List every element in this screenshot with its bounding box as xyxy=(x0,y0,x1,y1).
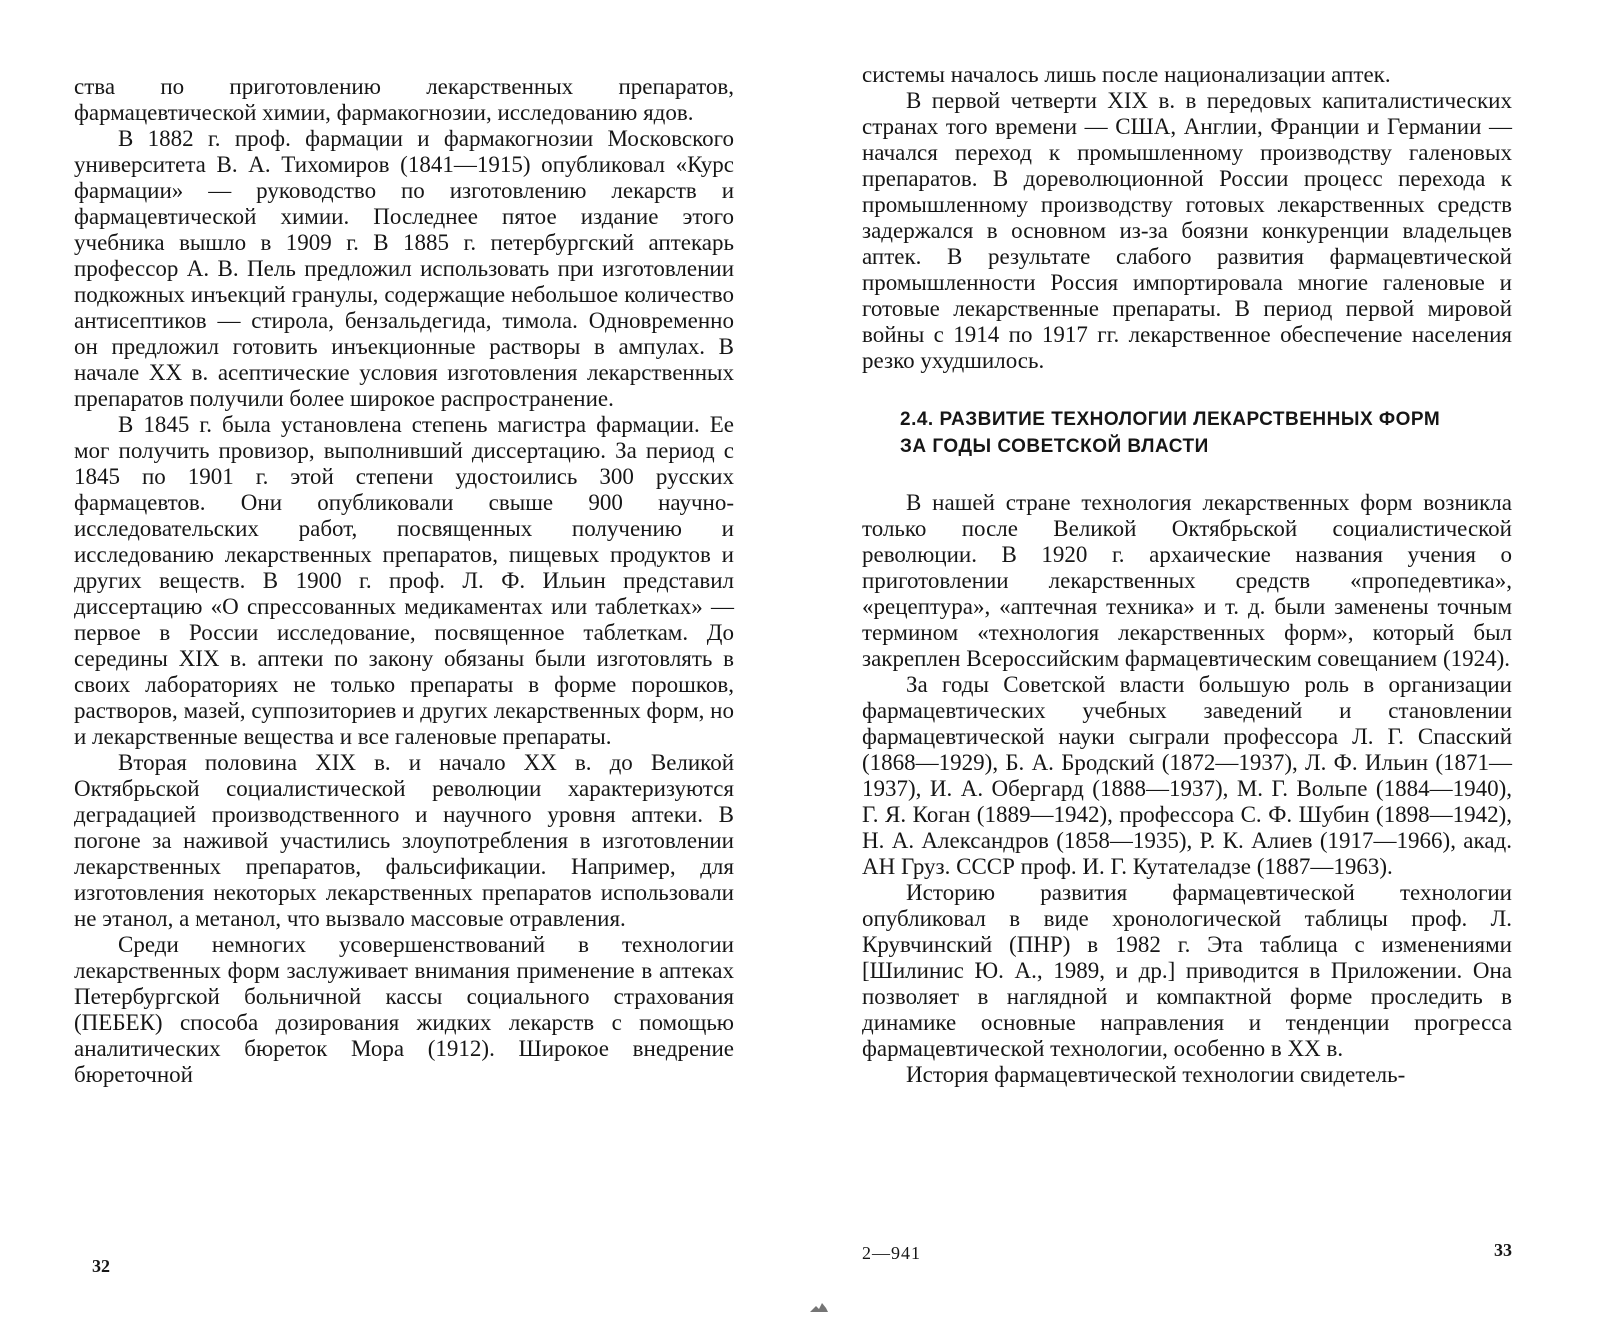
scan-speck-icon xyxy=(808,1300,830,1314)
section-heading xyxy=(862,406,1512,460)
right-text-column xyxy=(862,62,1512,1088)
right-paragraph-1: системы началось лишь после национализации аптек. xyxy=(862,62,1391,87)
right-paragraph-6: История фармацевтической технологии свидетель- xyxy=(906,1062,1406,1087)
right-paragraph-5: Историю развития фармацевтической технологии опубликовал в виде хронологической таблицы проф. Л. Крувчинский (ПНР) в 1982 г. Эта таблица с изменениями [Шилинис Ю. А., 1989, и др.] приводится в Приложении. Она позволяет в наглядной и компактной форме проследить в динамике основные направления и тенденции прогресса фармацевтической технологии, особенно в XX в. xyxy=(862,880,1512,1061)
left-paragraph-1: ства по приготовлению лекарственных препаратов, фармацевтической химии, фармакогнозии, исследованию ядов. xyxy=(74,74,734,125)
left-paragraph-3: В 1845 г. была установлена степень магистра фармации. Ее мог получить провизор, выполнивший диссертацию. За период с 1845 по 1901 г. этой степени удостоились 300 русских фармацевтов. Они опубликовали свыше 900 научно-исследовательских работ, посвященных получению и исследованию лекарственных препаратов, пищевых продуктов и других веществ. В 1900 г. проф. Л. Ф. Ильин представил диссертацию «О спрессованных медикаментах или таблетках» — первое в России исследование, посвященное таблеткам. До середины XIX в. аптеки по закону обязаны были изготовлять в своих лабораториях не только препараты в форме порошков, растворов, мазей, суппозиториев и других лекарственных форм, но и лекарственные вещества и все галеновые препараты. xyxy=(74,412,734,749)
right-paragraph-3: В нашей стране технология лекарственных форм возникла только после Великой Октябрьской социалистической революции. В 1920 г. архаические названия учения о приготовлении лекарственных средств «пропедевтика», «рецептура», «аптечная техника» и т. д. были заменены точным термином «технология лекарственных форм», который был закреплен Всероссийским фармацевтическим совещанием (1924). xyxy=(862,490,1512,671)
right-paragraph-2: В первой четверти XIX в. в передовых капиталистических странах того времени — США, Англии, Франции и Германии — начался переход к промышленному производству галеновых препаратов. В дореволюционной России процесс перехода к промышленному производству готовых лекарственных средств задержался в основном из-за боязни конкуренции владельцев аптек. В результате слабого развития фармацевтической промышленности Россия импортировала многие галеновые и готовые лекарственные препараты. В период первой мировой войны с 1914 по 1917 гг. лекарственное обеспечение населения резко ухудшилось. xyxy=(862,88,1512,373)
left-text-column xyxy=(74,74,734,1088)
left-paragraph-2: В 1882 г. проф. фармации и фармакогнозии Московского университета В. А. Тихомиров (1841—1915) опубликовал «Курс фармации» — руководство по изготовлению лекарств и фармацевтической химии. Последнее пятое издание этого учебника вышло в 1909 г. В 1885 г. петербургский аптекарь профессор А. В. Пель предложил использовать при изготовлении подкожных инъекций гранулы, содержащие небольшое количество антисептиков — стирола, бензальдегида, тимола. Одновременно он предложил готовить инъекционные растворы в ампулах. В начале XX в. асептические условия изготовления лекарственных препаратов получили более широкое распространение. xyxy=(74,126,734,411)
section-heading-line-2: ЗА ГОДЫ СОВЕТСКОЙ ВЛАСТИ xyxy=(900,436,1209,457)
signature-mark: 2—941 xyxy=(862,1243,921,1263)
section-heading-line-1: 2.4. РАЗВИТИЕ ТЕХНОЛОГИИ ЛЕКАРСТВЕННЫХ ФОРМ xyxy=(900,409,1441,430)
right-paragraph-4: За годы Советской власти большую роль в организации фармацевтических учебных заведений и становлении фармацевтической науки сыграли профессора Л. Г. Спасский (1868—1929), Б. А. Бродский (1872—1937), Л. Ф. Ильин (1871—1937), И. А. Обергард (1888—1937), М. Г. Вольпе (1884—1940), Г. Я. Коган (1889—1942), профессора С. Ф. Шубин (1898—1942), Н. А. Александров (1858—1935), Р. К. Алиев (1917—1966), акад. АН Груз. СССР проф. И. Г. Кутателадзе (1887—1963). xyxy=(862,672,1512,879)
left-page-number: 32 xyxy=(92,1256,110,1276)
right-page-number: 33 xyxy=(1494,1240,1512,1260)
left-paragraph-4: Вторая половина XIX в. и начало XX в. до Великой Октябрьской социалистической революции характеризуются деградацией производственного и научного уровня аптеки. В погоне за наживой участились злоупотребления в изготовлении лекарственных препаратов, фальсификации. Например, для изготовления некоторых лекарственных препаратов использовали не этанол, а метанол, что вызвало массовые отравления. xyxy=(74,750,734,931)
left-paragraph-5: Среди немногих усовершенствований в технологии лекарственных форм заслуживает внимания применение в аптеках Петербургской больничной кассы социального страхования (ПЕБЕК) способа дозирования жидких лекарств с помощью аналитических бюреток Мора (1912). Широкое внедрение бюреточной xyxy=(74,932,734,1087)
